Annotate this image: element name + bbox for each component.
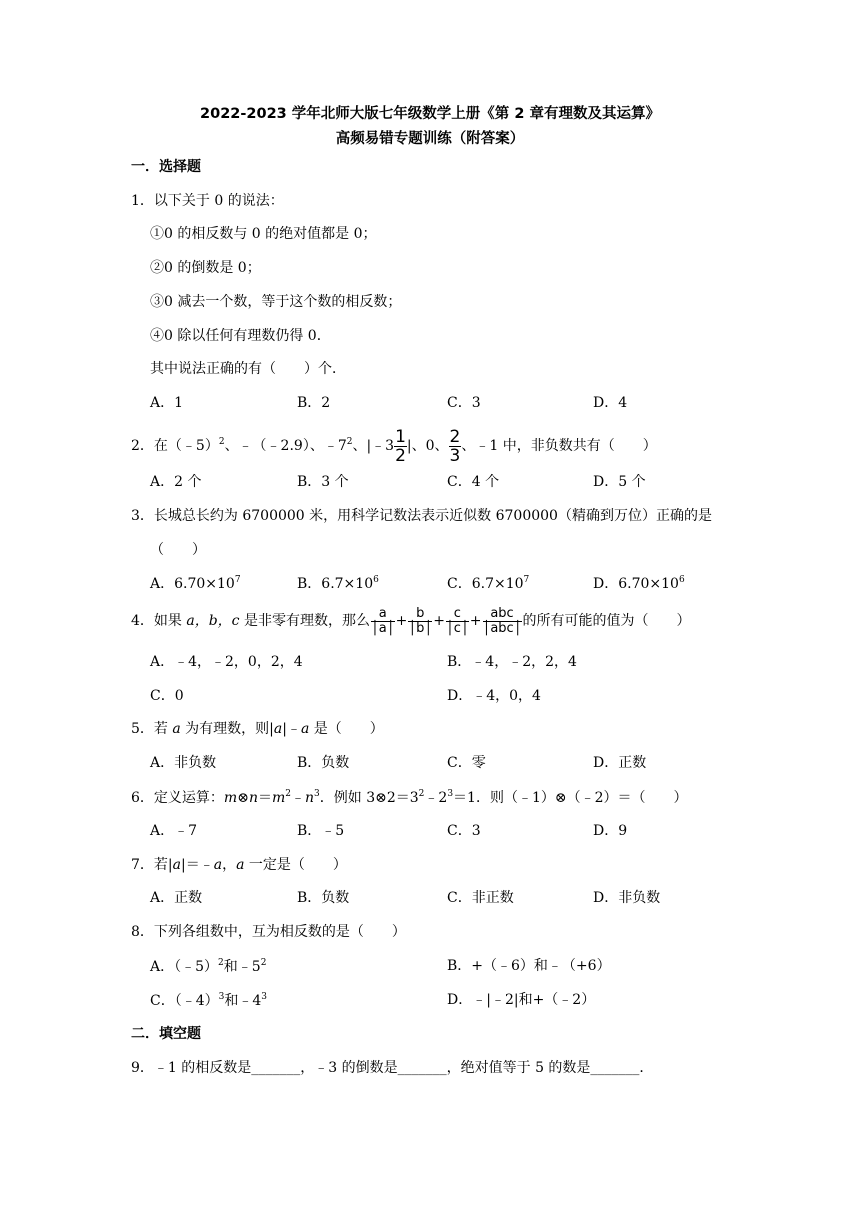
q4-option-a: A．﹣4，﹣2，0，2，4	[150, 654, 303, 670]
q3-option-a: A．$6.70\times 10^7$	[150, 575, 241, 592]
q2-fraction: $\frac{2}{3}$	[449, 426, 461, 466]
q1-item-3: ③0 减去一个数，等于这个数的相反数；	[150, 294, 402, 310]
q8-option-a: A．（﹣5）$^2$和$﹣5^2$	[150, 958, 267, 975]
q4-fraction-b: $\frac{b}{│b│}$	[408, 605, 433, 636]
doc-subtitle: 高频易错专题训练（附答案）	[335, 131, 525, 147]
q4-option-b: B．﹣4，﹣2，2，4	[447, 654, 577, 670]
q7-option-a: A．正数	[150, 890, 203, 906]
q4-fraction-c: $\frac{c}{│c│}$	[445, 605, 469, 636]
q9-stem: 9．﹣1 的相反数是_______，﹣3 的倒数是_______，绝对值等于 5 的数是_______．	[131, 1060, 654, 1076]
q6-option-a: A．﹣7	[150, 823, 198, 839]
q7-stem: 7．若|a|＝﹣a，a 一定是（ ）	[131, 857, 347, 873]
q4-stem: 4．如果 a，b，c 是非零有理数，那么 $\frac{a}{│a│}$ + $\frac{b}{│b│}$ + $\frac{c}{│c│}$ + abc │abc│ 的所有可能的值为（ ）	[131, 605, 691, 636]
q1-ask: 其中说法正确的有（ ）个．	[150, 361, 346, 377]
q1-option-c: C．3	[447, 395, 481, 411]
q4-fraction-a: $\frac{a}{│a│}$	[370, 605, 395, 636]
q1-option-b: B．2	[297, 395, 331, 411]
q4-option-c: C．0	[150, 688, 184, 704]
q3-stem: 3．长城总长约为 6700000 米，用科学记数法表示近似数 6700000（精确到万位）正确的是	[131, 508, 712, 524]
doc-title: 2022-2023 学年北师大版七年级数学上册《第 2 章有理数及其运算》	[200, 106, 660, 122]
q2-mixed-fraction: $\frac{1}{2}$	[395, 426, 406, 466]
q2-option-d: D．5 个	[593, 474, 646, 490]
q1-option-a: A．1	[150, 395, 184, 411]
q4-option-d: D．﹣4，0，4	[447, 688, 541, 704]
q3-option-b: B．$6.7\times 10^6$	[297, 575, 379, 592]
q5-option-c: C．零	[447, 755, 486, 771]
section-heading-fill: 二．填空题	[131, 1026, 201, 1042]
q3-option-d: D．$6.70\times 10^6$	[593, 575, 685, 592]
q8-option-b: B．+（﹣6）和﹣（+6）	[447, 958, 611, 974]
q1-item-4: ④0 除以任何有理数仍得 0．	[150, 328, 331, 344]
section-heading-choice: 一．选择题	[131, 159, 201, 175]
q6-stem: 6．定义运算：$m\otimes n=m^2﹣n^3$．例如 $3\otimes 2=3^2﹣2^3=1$．则（﹣1）⊗（﹣2）＝（ ）	[131, 789, 688, 806]
q2-option-b: B．3 个	[297, 474, 349, 490]
q2-stem: 2．在（﹣5）$^2$、﹣（﹣2.9）、$﹣7^2$、|﹣3 $\frac{1}{2}$ |、0、 $\frac{2}{3}$ 、﹣1 中，非负数共有（ ）	[131, 426, 657, 466]
q6-option-d: D．9	[593, 823, 628, 839]
q7-option-c: C．非正数	[447, 890, 514, 906]
q1-item-2: ②0 的倒数是 0；	[150, 260, 261, 276]
q7-option-d: D．非负数	[593, 890, 661, 906]
q8-option-c: C．（﹣4）$^3$和$﹣4^3$	[150, 992, 268, 1009]
q5-stem: 5．若 a 为有理数，则|a|﹣a 是（ ）	[131, 721, 384, 737]
q6-option-b: B．﹣5	[297, 823, 345, 839]
q7-option-b: B．负数	[297, 890, 350, 906]
q5-option-a: A．非负数	[150, 755, 217, 771]
q1-item-1: ①0 的相反数与 0 的绝对值都是 0；	[150, 226, 377, 242]
q4-fraction-abc: abc │abc│	[482, 605, 522, 636]
q2-option-a: A．2 个	[150, 474, 202, 490]
q6-option-c: C．3	[447, 823, 481, 839]
q5-option-d: D．正数	[593, 755, 647, 771]
q2-option-c: C．4 个	[447, 474, 500, 490]
q1-option-d: D．4	[593, 395, 628, 411]
q5-option-b: B．负数	[297, 755, 350, 771]
q8-option-d: D．﹣|﹣2|和+（﹣2）	[447, 992, 596, 1008]
q8-stem: 8．下列各组数中，互为相反数的是（ ）	[131, 924, 406, 940]
q1-stem: 1．以下关于 0 的说法：	[131, 193, 284, 209]
q3-option-c: C．$6.7\times 10^7$	[447, 575, 530, 592]
q3-stem-cont: （ ）	[150, 542, 206, 558]
